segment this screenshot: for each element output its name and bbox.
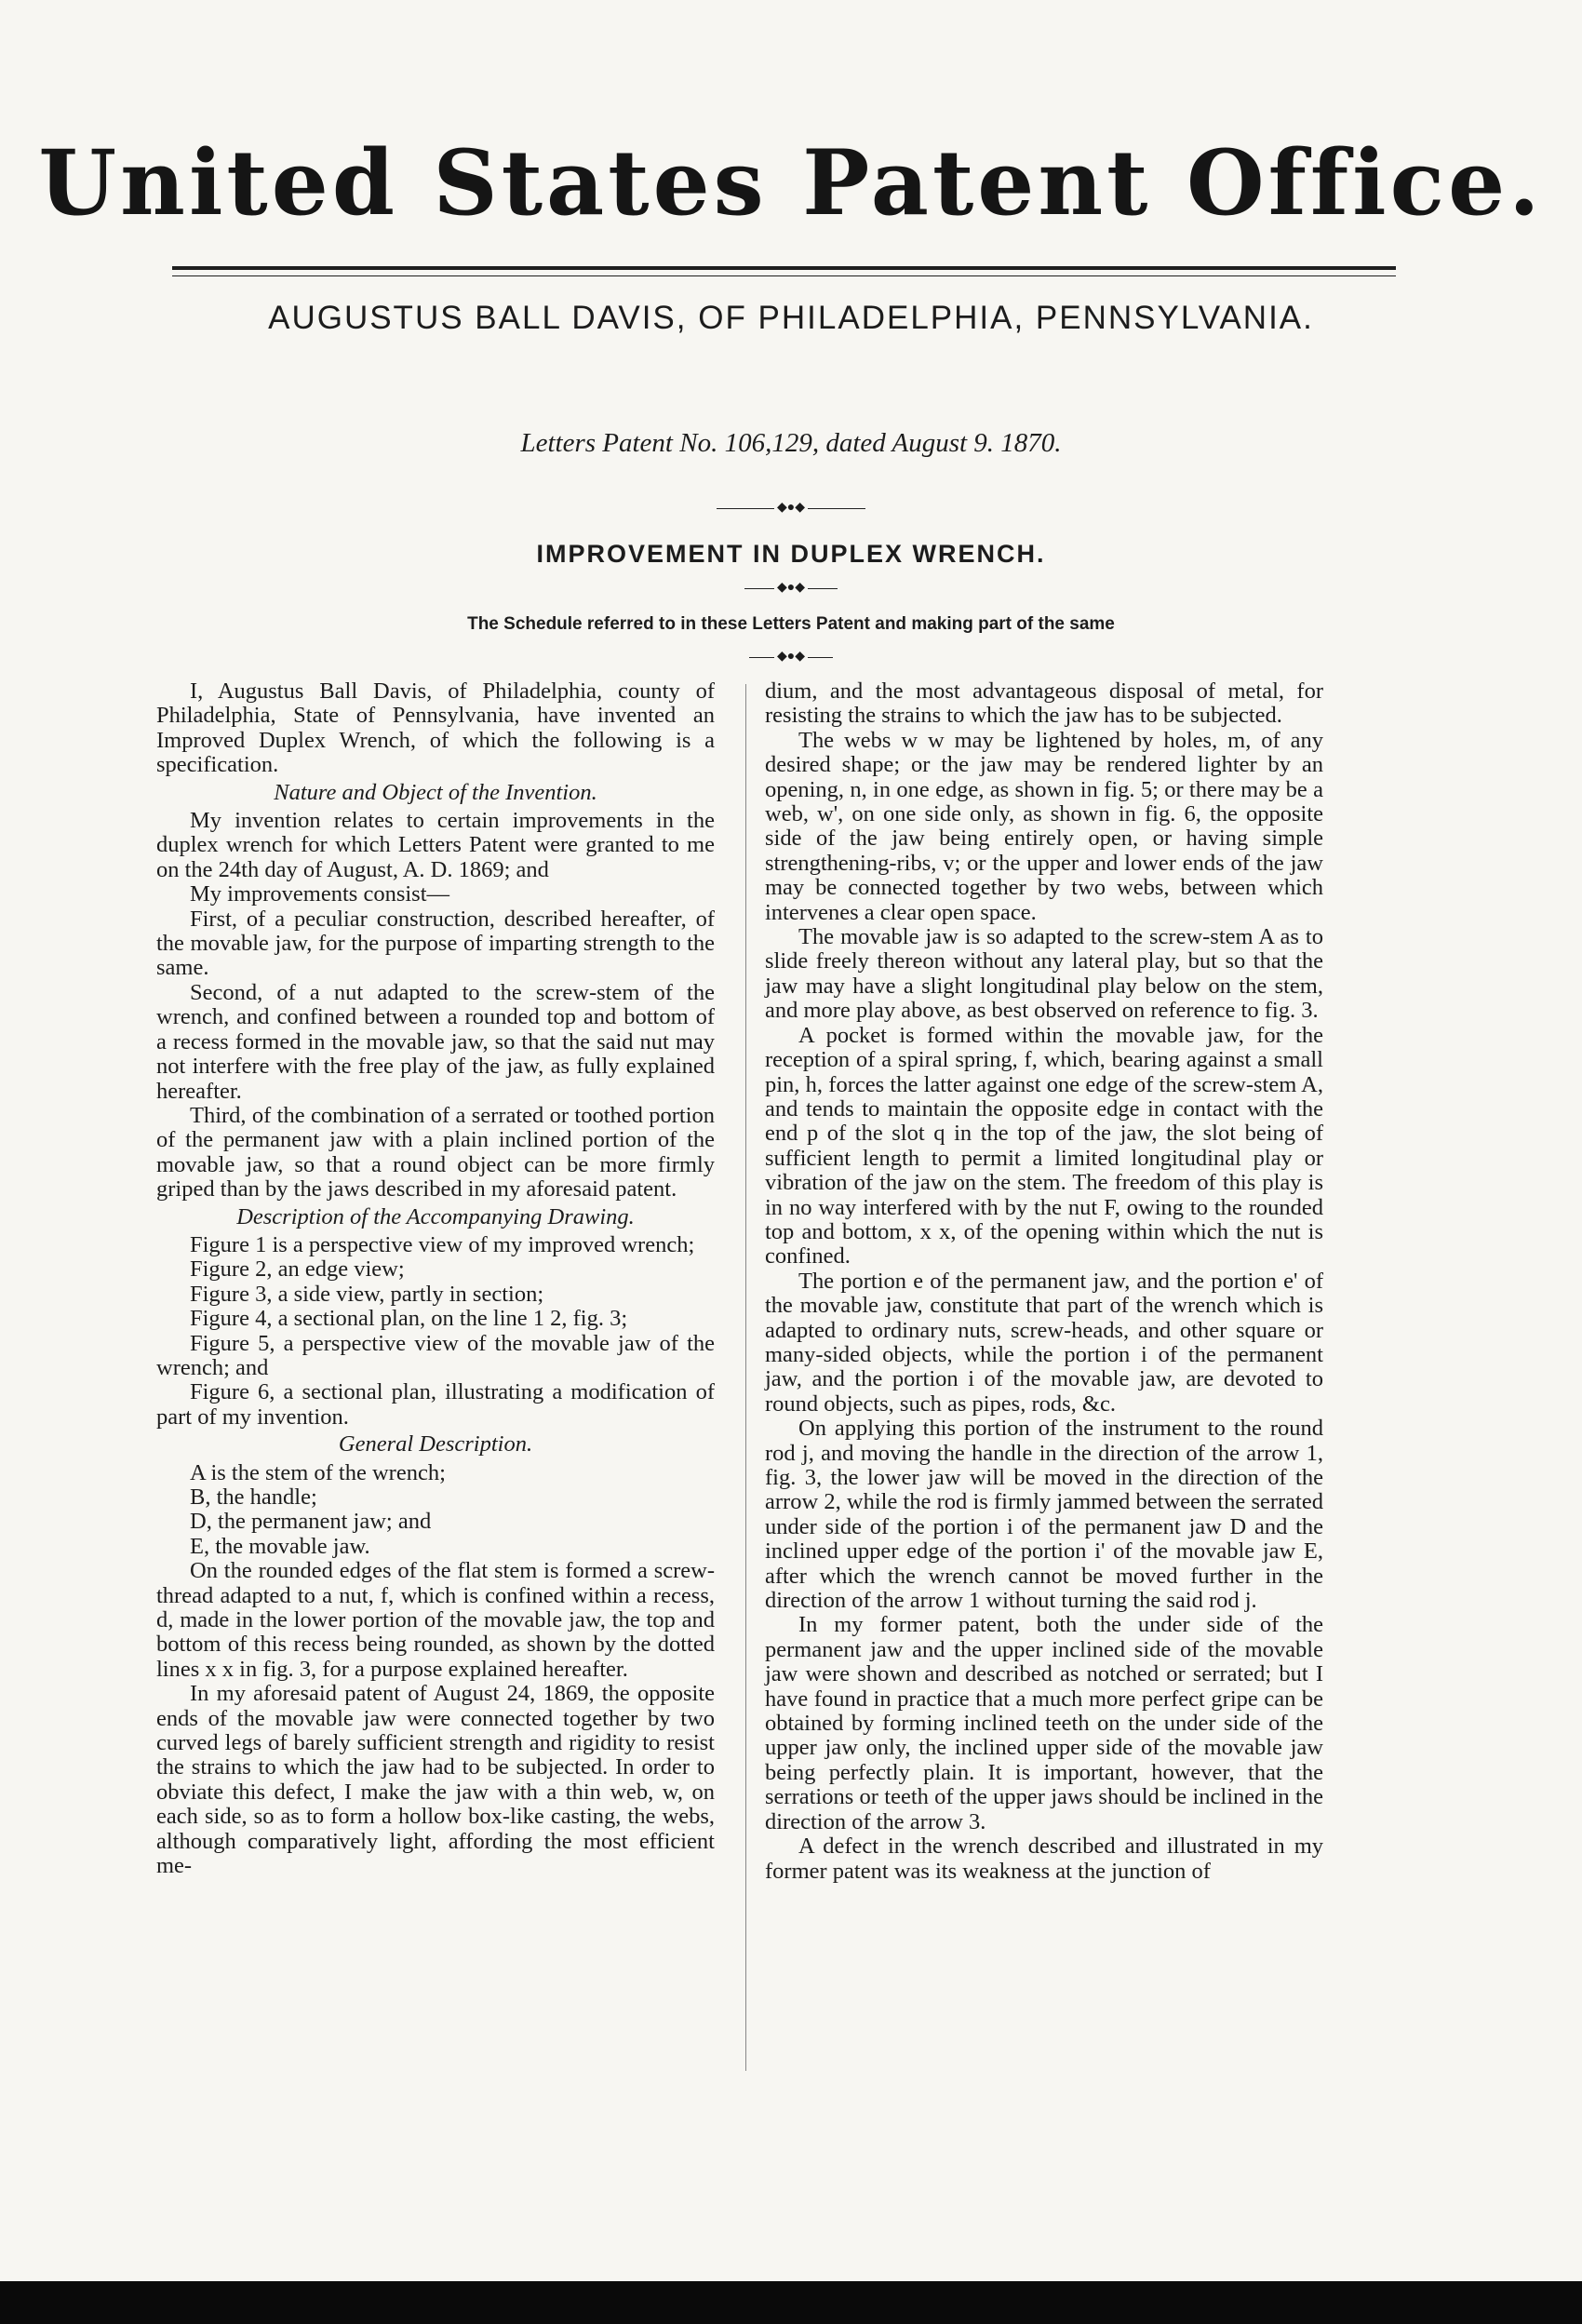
- figure-item: Figure 5, a perspective view of the movable jaw of the wrench; and: [156, 1330, 715, 1380]
- schedule-note: The Schedule referred to in these Letters Patent and making part of the same: [467, 614, 1115, 634]
- paragraph: Third, of the combination of a serrated or toothed portion of the permanent jaw with a plain inclined portion of the movable jaw, so that a round object can be more firmly griped than by the jaws described in my aforesaid patent.: [156, 1102, 715, 1202]
- paragraph: On applying this portion of the instrument to the round rod j, and moving the handle in the direction of the arrow 1, fig. 3, the lower jaw will be moved in the direction of the arrow 2, while the rod is firmly jammed between the serrated under side of the portion i of the permanent jaw D and the inclined upper edge of the portion i' of the movable jaw E, after which the wrench cannot be moved further in the direction of the arrow 1 without turning the said rod j.: [765, 1416, 1323, 1614]
- scan-edge-bar: [0, 2281, 1582, 2324]
- patent-title: IMPROVEMENT IN DUPLEX WRENCH.: [536, 540, 1046, 568]
- right-column: [765, 679, 1323, 1884]
- paragraph: First, of a peculiar construction, described hereafter, of the movable jaw, for the purpose of imparting strength to the same.: [156, 906, 715, 981]
- section-heading: General Description.: [338, 1431, 533, 1458]
- paragraph: A defect in the wrench described and illustrated in my former patent was its weakness at the junction of: [765, 1834, 1323, 1884]
- paragraph: The webs w w may be lightened by holes, m, of any desired shape; or the jaw may be rendered lighter by an opening, n, in one edge, as shown in fig. 5; or there may be a web, w', on one side only, as shown in fig. 6, the opposite side of the jaw being entirely open, or having simple strengthening-ribs, v; or the upper and lower ends of the jaw may be connected together by two webs, between which intervenes a clear open space.: [765, 727, 1323, 925]
- masthead-rule: [172, 266, 1396, 270]
- left-column: [156, 679, 715, 1879]
- part-item: E, the movable jaw.: [190, 1533, 370, 1559]
- column-divider: [745, 684, 746, 2071]
- paragraph: The movable jaw is so adapted to the screw-stem A as to slide freely thereon without any lateral play, but so that the jaw may have a slight longitudinal play below on the stem, and more play above, as best observed on reference to fig. 3.: [765, 924, 1323, 1024]
- section-heading: Nature and Object of the Invention.: [274, 779, 597, 805]
- paragraph: The portion e of the permanent jaw, and the portion e' of the movable jaw, constitute that part of the wrench which is adapted to ordinary nuts, screw-heads, and other square or many-sided objects, while the portion i of the permanent jaw, and the portion i of the movable jaw, are devoted to round objects, such as pipes, rods, &c.: [765, 1268, 1323, 1417]
- paragraph: dium, and the most advantageous disposal of metal, for resisting the strains to which the jaw has to be subjected.: [765, 678, 1323, 729]
- paragraph: Second, of a nut adapted to the screw-stem of the wrench, and confined between a rounded top and bottom of a recess formed in the movable jaw, so that the said nut may not interfere with the free play of the jaw, as fully explained hereafter.: [156, 979, 715, 1104]
- patent-number-line: Letters Patent No. 106,129, dated August 9. 1870.: [520, 428, 1062, 458]
- figure-item: Figure 2, an edge view;: [190, 1256, 405, 1283]
- section-heading: Description of the Accompanying Drawing.: [236, 1203, 635, 1229]
- masthead-rule-thin: [172, 275, 1396, 276]
- part-item: A is the stem of the wrench;: [190, 1459, 446, 1485]
- part-item: D, the permanent jaw; and: [190, 1509, 432, 1535]
- figure-item: Figure 3, a side view, partly in section;: [190, 1281, 544, 1307]
- figure-item: Figure 6, a sectional plan, illustrating a modification of part of my invention.: [156, 1379, 715, 1430]
- part-item: B, the handle;: [190, 1484, 317, 1510]
- author-line: AUGUSTUS BALL DAVIS, OF PHILADELPHIA, PENNSYLVANIA.: [268, 300, 1314, 336]
- ornament-divider: ◆●◆: [744, 583, 838, 594]
- paragraph: My invention relates to certain improvements in the duplex wrench for which Letters Patent were granted to me on the 24th day of August, A. D. 1869; and: [156, 808, 715, 882]
- figure-item: Figure 1 is a perspective view of my improved wrench;: [190, 1231, 695, 1257]
- paragraph: My improvements consist—: [190, 881, 450, 907]
- paragraph: In my former patent, both the under side of the permanent jaw and the upper inclined side of the movable jaw were shown and described as notched or serrated; but I have found in practice that a much more perfect gripe can be obtained by forming inclined teeth on the under side of the upper jaw only, the inclined upper side of the movable jaw being perfectly plain. It is important, however, that the serrations or teeth of the upper jaws should be inclined in the direction of the arrow 3.: [765, 1612, 1323, 1834]
- figure-item: Figure 4, a sectional plan, on the line 1 2, fig. 3;: [190, 1306, 628, 1332]
- intro-paragraph: I, Augustus Ball Davis, of Philadelphia, county of Philadelphia, State of Pennsylvania, have invented an Improved Duplex Wrench, of which the following is a specification.: [156, 678, 715, 778]
- paragraph: On the rounded edges of the flat stem is formed a screw-thread adapted to a nut, f, which is confined within a recess, d, made in the lower portion of the movable jaw, the top and bottom of this recess being rounded, as shown by the dotted lines x x in fig. 3, for a purpose explained hereafter.: [156, 1558, 715, 1682]
- ornament-divider: ◆●◆: [749, 652, 833, 663]
- office-masthead: United States Patent Office.: [38, 130, 1544, 235]
- paragraph: A pocket is formed within the movable jaw, for the reception of a spiral spring, f, which, bearing against a small pin, h, forces the latter against one edge of the screw-stem A, and tends to maintain the opposite edge in contact with the end p of the slot q in the top of the jaw, the slot being of sufficient length to permit a limited longitudinal play or vibration of the jaw on the stem. The freedom of this play is in no way interfered with by the nut F, owing to the rounded top and bottom, x x, of the opening within which the nut is confined.: [765, 1022, 1323, 1269]
- ornament-divider: ◆●◆: [717, 503, 865, 514]
- paragraph: In my aforesaid patent of August 24, 1869, the opposite ends of the movable jaw were connected together by two curved legs of barely sufficient strength and rigidity to resist the strains to which the jaw had to be subjected. In order to obviate this defect, I make the jaw with a thin web, w, on each side, so as to form a hollow box-like casting, the webs, although comparatively light, affording the most efficient me-: [156, 1681, 715, 1879]
